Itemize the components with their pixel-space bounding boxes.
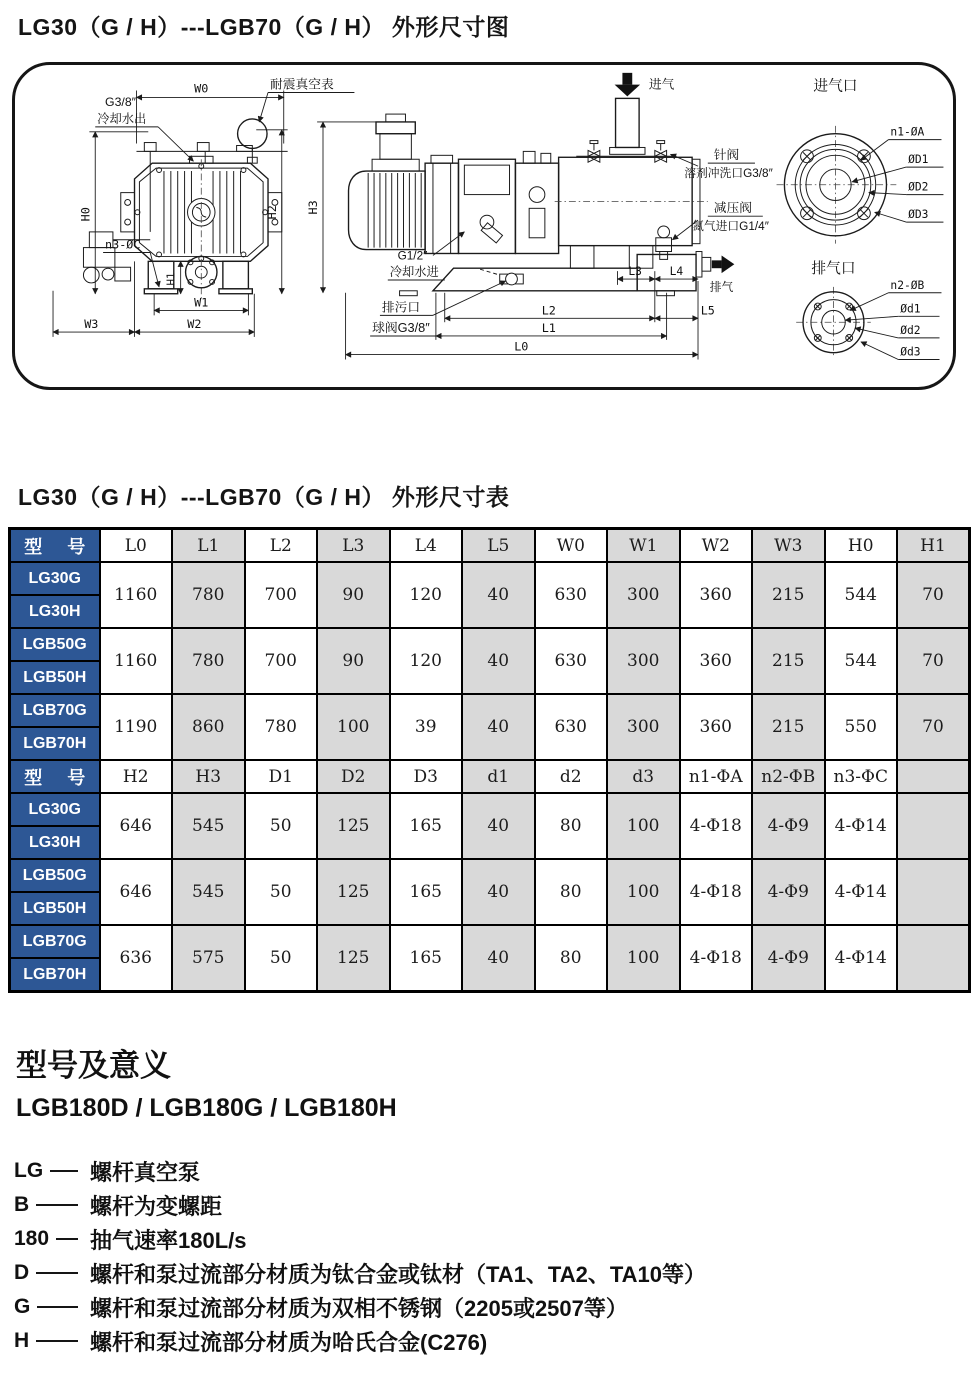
outlet-flange-view	[796, 260, 941, 359]
cooling-out-size-label: G3/8″	[105, 95, 136, 110]
dimension-value-cell: 700	[245, 562, 318, 628]
dimension-value-cell: 544	[825, 628, 898, 694]
dimension-value-cell: 4-Φ14	[825, 793, 898, 859]
model-name-cell: LG30G	[10, 793, 100, 826]
legend-item	[14, 1290, 954, 1324]
table-row	[10, 859, 970, 892]
foot-holes-label: n3-ØC	[105, 237, 141, 252]
dimension-value-cell: 4-Φ18	[680, 859, 753, 925]
dimension-column-header: H1	[897, 529, 970, 563]
dimension-value-cell: 575	[172, 925, 245, 992]
dim-label-w3: W3	[84, 317, 99, 332]
table-row	[10, 628, 970, 661]
legend-item	[14, 1324, 954, 1358]
table-title: LG30（G / H）---LGB70（G / H） 外形尺寸表	[18, 484, 510, 510]
relief-valve-label: 减压阀	[713, 200, 752, 216]
model-meaning-heading: 型号及意义	[16, 1048, 171, 1083]
dimension-value-cell: 360	[680, 628, 753, 694]
dim-label-l3: L3	[628, 265, 642, 279]
table-row	[10, 793, 970, 826]
model-name-cell: LG30G	[10, 562, 100, 595]
dimension-value-cell	[897, 925, 970, 992]
dimension-column-header: L3	[317, 529, 390, 563]
dimension-value-cell: 780	[245, 694, 318, 760]
dimension-value-cell: 4-Φ18	[680, 925, 753, 992]
dimension-value-cell: 780	[172, 628, 245, 694]
dimension-column-header: L5	[462, 529, 535, 563]
legend-dash-line	[36, 1204, 78, 1206]
dimension-value-cell: 39	[390, 694, 463, 760]
dimension-value-cell: 50	[245, 793, 318, 859]
dimension-value-cell: 80	[535, 793, 608, 859]
inlet-d3-label: ØD3	[908, 208, 929, 222]
model-column-header: 型 号	[10, 529, 100, 563]
dimension-value-cell: 1160	[100, 562, 173, 628]
legend-item	[14, 1154, 954, 1188]
dimension-value-cell: 4-Φ14	[825, 925, 898, 992]
dimension-value-cell: 215	[752, 628, 825, 694]
intake-label: 进气	[648, 76, 675, 92]
dimension-column-header: d2	[535, 760, 608, 793]
solvent-port-label: 溶剂冲洗口G3/8″	[684, 166, 773, 180]
model-name-cell: LGB50H	[10, 892, 100, 925]
dimension-value-cell: 100	[607, 859, 680, 925]
cooling-out-label: 冷却水出	[97, 111, 147, 126]
drain-port-label: 排污口	[381, 299, 421, 315]
dim-label-l4: L4	[669, 265, 684, 279]
dimension-value-cell: 4-Φ9	[752, 859, 825, 925]
legend-description: 螺杆真空泵	[90, 1159, 201, 1185]
dimension-column-header: W1	[607, 529, 680, 563]
dimension-value-cell: 80	[535, 859, 608, 925]
dimension-value-cell: 90	[317, 628, 390, 694]
legend-description: 螺杆和泵过流部分材质为双相不锈钢（2205或2507等）	[90, 1295, 628, 1321]
legend-lead	[14, 1329, 78, 1353]
legend-term: H	[14, 1329, 30, 1352]
dim-label-h1: H1	[164, 272, 178, 286]
dimension-column-header	[897, 760, 970, 793]
legend-term: B	[14, 1193, 30, 1216]
inlet-d1-label: ØD1	[908, 153, 929, 167]
dim-label-w2: W2	[187, 317, 202, 332]
dimension-value-cell: 636	[100, 925, 173, 992]
dimension-column-header: d3	[607, 760, 680, 793]
dim-label-l2: L2	[541, 303, 556, 318]
dimension-value-cell: 545	[172, 859, 245, 925]
legend-dash-line	[50, 1170, 78, 1172]
pump-side-view	[346, 73, 773, 360]
cooling-in-size-label: G1/2″	[397, 249, 428, 263]
dimension-value-cell: 125	[317, 793, 390, 859]
dimension-value-cell: 630	[535, 562, 608, 628]
dimension-value-cell: 300	[607, 562, 680, 628]
legend-item	[14, 1222, 954, 1256]
dimension-column-header: n3-ΦC	[825, 760, 898, 793]
dimension-value-cell: 125	[317, 925, 390, 992]
dimension-value-cell: 1160	[100, 628, 173, 694]
dim-label-l0: L0	[514, 339, 529, 354]
dimension-drawing-box	[12, 62, 956, 390]
dimension-value-cell: 4-Φ9	[752, 793, 825, 859]
dimension-column-header: L1	[172, 529, 245, 563]
dim-label-w0: W0	[194, 81, 209, 96]
model-name-cell: LG30H	[10, 826, 100, 859]
pump-dimension-drawing	[15, 65, 953, 387]
model-name-cell: LG30H	[10, 595, 100, 628]
model-series-subtitle: LGB180D / LGB180G / LGB180H	[16, 1094, 397, 1122]
legend-dash-line	[36, 1340, 78, 1342]
dim-label-h0: H0	[78, 207, 93, 222]
dimension-value-cell: 544	[825, 562, 898, 628]
dim-label-w1: W1	[194, 295, 209, 310]
model-name-cell: LGB50G	[10, 628, 100, 661]
dimension-value-cell: 40	[462, 628, 535, 694]
legend-dash-line	[56, 1238, 78, 1240]
drain-valve-label: 球阀G3/8″	[372, 320, 430, 336]
dimension-column-header: d1	[462, 760, 535, 793]
legend-lead	[14, 1159, 78, 1183]
dimension-value-cell: 70	[897, 694, 970, 760]
dimension-value-cell: 646	[100, 859, 173, 925]
dimension-value-cell: 4-Φ9	[752, 925, 825, 992]
exhaust-label: 排气	[709, 280, 734, 294]
model-name-cell: LGB70G	[10, 694, 100, 727]
dimension-column-header: n2-ΦB	[752, 760, 825, 793]
dimension-value-cell: 630	[535, 694, 608, 760]
outlet-d2-label: Ød2	[900, 323, 921, 337]
dimension-value-cell: 165	[390, 925, 463, 992]
dimension-value-cell: 50	[245, 859, 318, 925]
dimension-column-header: W3	[752, 529, 825, 563]
cooling-in-label: 冷却水进	[389, 265, 439, 280]
dim-label-l5: L5	[700, 303, 715, 318]
model-name-cell: LGB50H	[10, 661, 100, 694]
dimension-value-cell: 630	[535, 628, 608, 694]
dim-label-h3: H3	[306, 200, 321, 215]
dimension-value-cell: 700	[245, 628, 318, 694]
dimension-value-cell: 100	[317, 694, 390, 760]
table-header-row	[10, 529, 970, 563]
dimension-value-cell: 100	[607, 793, 680, 859]
legend-item	[14, 1188, 954, 1222]
legend-description: 螺杆为变螺距	[90, 1193, 223, 1219]
legend-dash-line	[37, 1306, 78, 1308]
dimension-value-cell: 4-Φ18	[680, 793, 753, 859]
dimension-column-header: L4	[390, 529, 463, 563]
dimension-value-cell: 360	[680, 694, 753, 760]
dimension-value-cell: 4-Φ14	[825, 859, 898, 925]
dimension-value-cell: 550	[825, 694, 898, 760]
dimension-value-cell: 300	[607, 628, 680, 694]
dimension-value-cell: 70	[897, 562, 970, 628]
outlet-d1-label: Ød1	[900, 302, 921, 316]
model-name-cell: LGB70H	[10, 958, 100, 992]
table-row	[10, 694, 970, 727]
legend-term: LG	[14, 1159, 44, 1182]
dimension-value-cell	[897, 793, 970, 859]
outlet-port-title: 排气口	[811, 261, 856, 278]
model-column-header: 型 号	[10, 760, 100, 793]
model-name-cell: LGB70H	[10, 727, 100, 760]
legend-description: 螺杆和泵过流部分材质为钛合金或钛材（TA1、TA2、TA10等）	[90, 1261, 707, 1287]
dimension-table	[8, 527, 971, 993]
legend-term: G	[14, 1295, 31, 1318]
table-row	[10, 562, 970, 595]
nitrogen-port-label: 氮气进口G1/4″	[692, 219, 769, 233]
legend-dash-line	[36, 1272, 78, 1274]
dimension-column-header: L2	[245, 529, 318, 563]
dim-label-l1: L1	[541, 321, 556, 336]
dimension-column-header: H2	[100, 760, 173, 793]
dimension-column-header: D2	[317, 760, 390, 793]
model-code-legend	[14, 1154, 954, 1358]
dimension-value-cell: 860	[172, 694, 245, 760]
dimension-value-cell: 646	[100, 793, 173, 859]
dimension-column-header: W0	[535, 529, 608, 563]
dimension-value-cell: 40	[462, 793, 535, 859]
dimension-value-cell: 90	[317, 562, 390, 628]
dimension-value-cell: 100	[607, 925, 680, 992]
inlet-port-title: 进气口	[813, 78, 858, 95]
outlet-bolts-label: n2-ØB	[890, 278, 925, 292]
legend-item	[14, 1256, 954, 1290]
dimension-column-header: L0	[100, 529, 173, 563]
dimension-value-cell: 40	[462, 859, 535, 925]
dimension-value-cell: 40	[462, 694, 535, 760]
legend-description: 螺杆和泵过流部分材质为哈氏合金(C276)	[90, 1329, 488, 1355]
dim-label-h2: H2	[264, 205, 279, 220]
legend-lead	[14, 1227, 78, 1251]
needle-valve-label: 针阀	[713, 147, 740, 163]
inlet-bolts-label: n1-ØA	[890, 125, 925, 139]
dimension-value-cell: 120	[390, 628, 463, 694]
inlet-d2-label: ØD2	[908, 180, 929, 194]
table-row	[10, 925, 970, 958]
dimension-column-header: H0	[825, 529, 898, 563]
diagram-title: LG30（G / H）---LGB70（G / H） 外形尺寸图	[18, 14, 510, 40]
dimension-value-cell: 70	[897, 628, 970, 694]
dimension-value-cell: 40	[462, 925, 535, 992]
dimension-column-header: W2	[680, 529, 753, 563]
table-header-row	[10, 760, 970, 793]
legend-lead	[14, 1295, 78, 1319]
gauge-label: 耐震真空表	[269, 76, 334, 92]
dimension-value-cell: 215	[752, 694, 825, 760]
inlet-flange-view	[777, 78, 944, 244]
legend-lead	[14, 1261, 78, 1285]
model-name-cell: LGB70G	[10, 925, 100, 958]
dimension-value-cell: 40	[462, 562, 535, 628]
legend-lead	[14, 1193, 78, 1217]
dimension-value-cell: 165	[390, 859, 463, 925]
dimension-column-header: D1	[245, 760, 318, 793]
dimension-value-cell: 300	[607, 694, 680, 760]
dimension-value-cell: 1190	[100, 694, 173, 760]
dimension-value-cell: 80	[535, 925, 608, 992]
dimension-column-header: n1-ΦA	[680, 760, 753, 793]
model-name-cell: LGB50G	[10, 859, 100, 892]
dimension-value-cell: 120	[390, 562, 463, 628]
dimension-value-cell: 165	[390, 793, 463, 859]
dimension-column-header: H3	[172, 760, 245, 793]
dimension-value-cell	[897, 859, 970, 925]
legend-term: 180	[14, 1227, 50, 1250]
outlet-d3-label: Ød3	[900, 345, 921, 359]
dimension-column-header: D3	[390, 760, 463, 793]
dimension-value-cell: 360	[680, 562, 753, 628]
legend-description: 抽气速率180L/s	[90, 1227, 247, 1253]
dimension-value-cell: 125	[317, 859, 390, 925]
dimension-value-cell: 780	[172, 562, 245, 628]
legend-term: D	[14, 1261, 30, 1284]
dimension-value-cell: 50	[245, 925, 318, 992]
dimension-value-cell: 545	[172, 793, 245, 859]
dimension-value-cell: 215	[752, 562, 825, 628]
